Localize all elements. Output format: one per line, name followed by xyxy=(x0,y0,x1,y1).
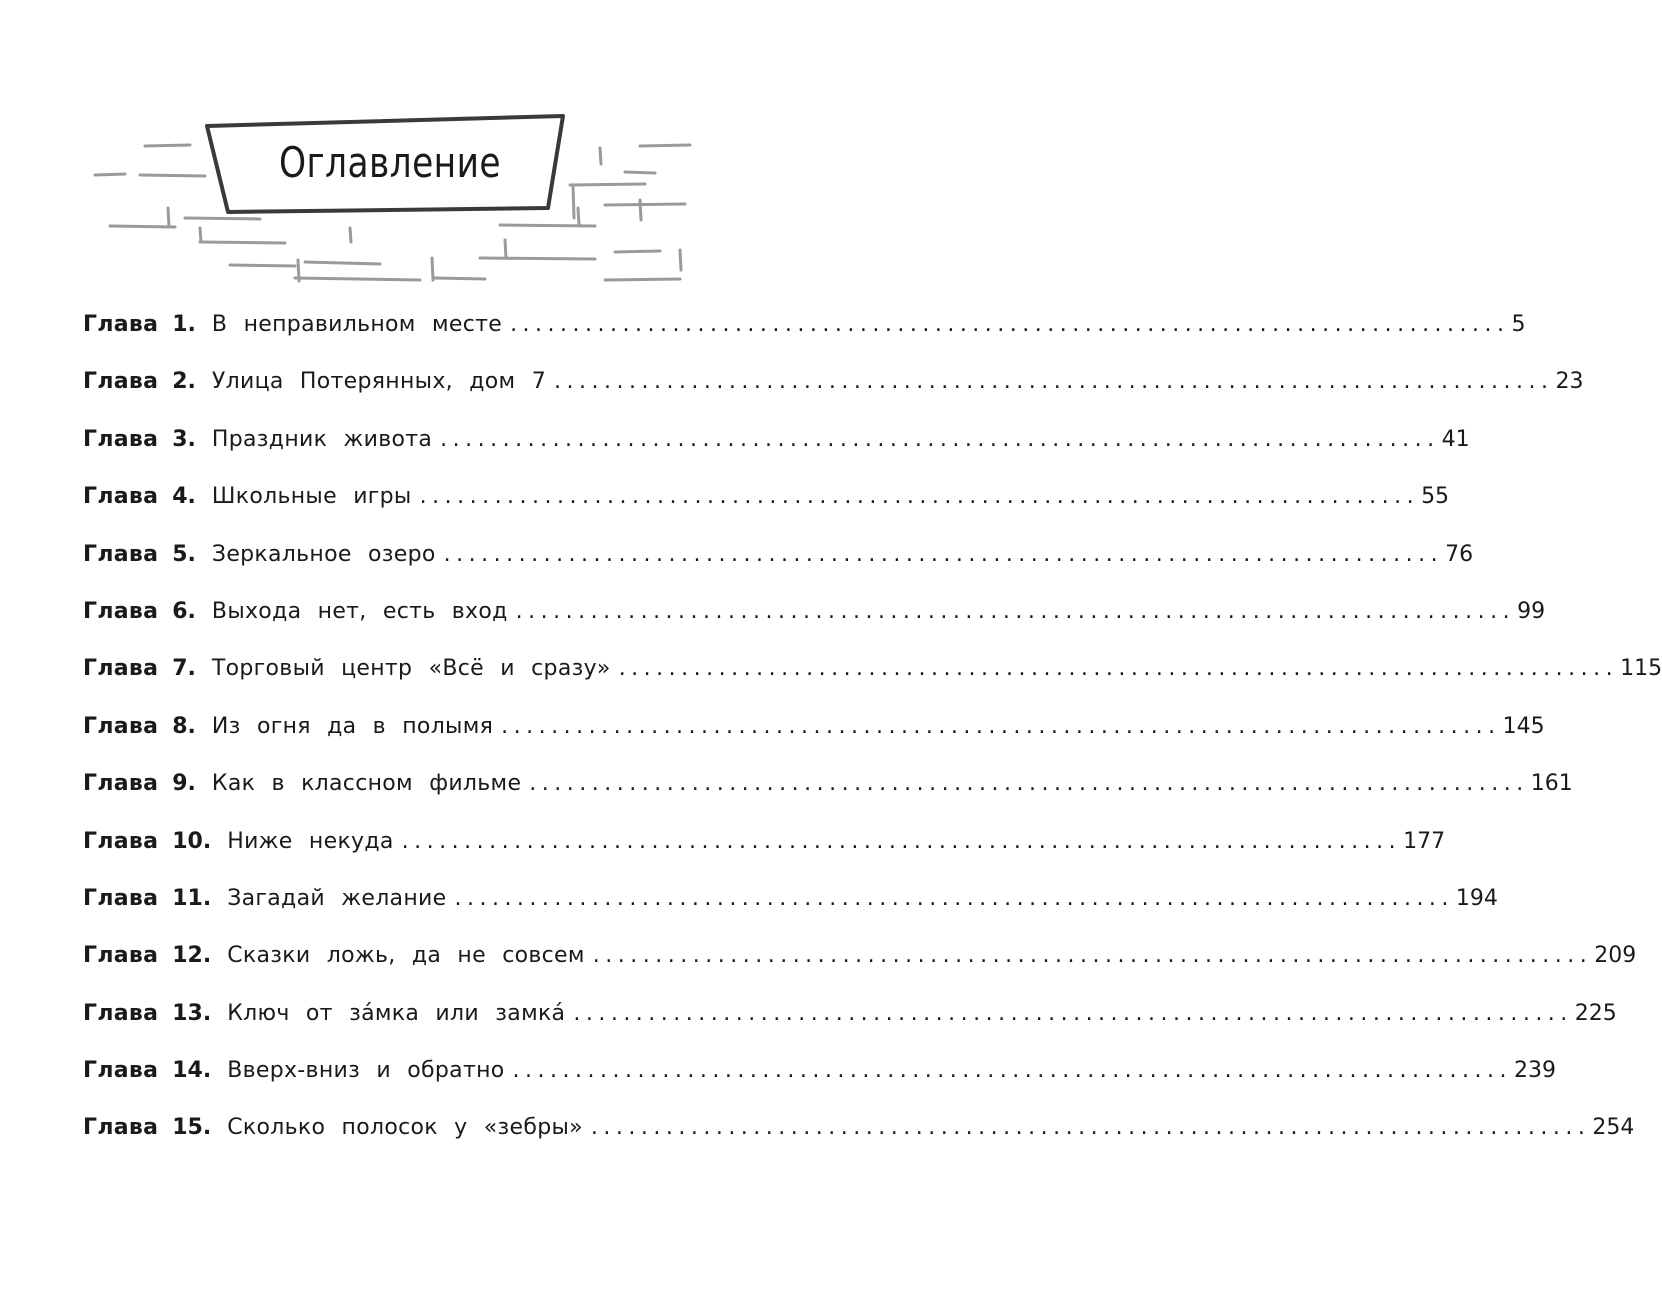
page-number: 194 xyxy=(1455,885,1498,911)
page-number: 177 xyxy=(1403,828,1446,854)
page-number: 115 xyxy=(1620,656,1662,682)
chapter-title: Выхода нет, есть вход xyxy=(211,598,508,624)
chapter-label: Глава xyxy=(83,598,159,624)
chapter-number: 10. xyxy=(172,828,212,854)
page-title: Оглавление xyxy=(278,138,502,187)
chapter-number: 12. xyxy=(172,943,212,969)
page-number: 254 xyxy=(1592,1115,1635,1141)
toc-row xyxy=(83,484,1450,541)
dot-leader: ................................................................................ xyxy=(510,312,1510,337)
chapter-title: Праздник живота xyxy=(211,426,433,452)
chapter-title: Ключ от за́мка или замка́ xyxy=(227,1000,566,1026)
chapter-title: Торговый центр «Всё и сразу» xyxy=(211,656,611,682)
chapter-number: 8. xyxy=(172,713,196,739)
chapter-number: 5. xyxy=(172,541,196,567)
chapter-title: Сколько полосок у «зебры» xyxy=(227,1115,583,1141)
chapter-label: Глава xyxy=(83,943,159,969)
dot-leader: ................................................................................ xyxy=(573,1000,1573,1026)
dot-leader: ................................................................................ xyxy=(443,541,1444,567)
page-number: 209 xyxy=(1594,943,1637,969)
page-number: 99 xyxy=(1517,598,1546,624)
chapter-label: Глава xyxy=(83,1000,159,1026)
chapter-title: Сказки ложь, да не совсем xyxy=(227,943,585,969)
chapter-label: Глава xyxy=(83,312,159,337)
chapter-number: 15. xyxy=(172,1115,212,1141)
chapter-label: Глава xyxy=(83,1058,159,1084)
chapter-number: 9. xyxy=(172,771,196,797)
dot-leader: ................................................................................ xyxy=(554,369,1554,395)
toc-row xyxy=(83,943,1637,1000)
chapter-label: Глава xyxy=(83,656,159,682)
chapter-number: 11. xyxy=(172,885,212,911)
chapter-label: Глава xyxy=(83,426,159,452)
chapter-label: Глава xyxy=(83,771,159,797)
toc-row xyxy=(83,1058,1556,1115)
page-number: 23 xyxy=(1555,369,1584,395)
toc-row xyxy=(83,656,1662,713)
chapter-title: Как в классном фильме xyxy=(211,771,522,797)
table-of-contents xyxy=(83,312,1662,1173)
chapter-label: Глава xyxy=(83,713,159,739)
page-number: 5 xyxy=(1511,312,1526,337)
page-number: 55 xyxy=(1421,484,1450,510)
chapter-title: Зеркальное озеро xyxy=(211,541,436,567)
dot-leader: ................................................................................ xyxy=(515,598,1516,624)
chapter-title: Загадай желание xyxy=(227,885,447,911)
chapter-number: 14. xyxy=(172,1058,212,1084)
dot-leader: ................................................................................ xyxy=(419,484,1420,510)
chapter-title: Ниже некуда xyxy=(227,828,394,854)
dot-leader: ................................................................................ xyxy=(592,943,1593,969)
chapter-number: 2. xyxy=(172,369,196,395)
chapter-title: Улица Потерянных, дом 7 xyxy=(211,369,546,395)
page-number: 41 xyxy=(1441,426,1470,452)
chapter-label: Глава xyxy=(83,828,159,854)
dot-leader: ................................................................................ xyxy=(401,828,1402,854)
toc-row xyxy=(83,426,1470,484)
toc-row xyxy=(83,713,1545,771)
toc-row xyxy=(83,598,1546,656)
toc-row xyxy=(83,1000,1617,1058)
chapter-label: Глава xyxy=(83,1115,159,1141)
title-banner-illustration xyxy=(80,100,720,300)
page-number: 161 xyxy=(1530,771,1573,797)
dot-leader: ................................................................................ xyxy=(529,771,1529,797)
chapter-number: 4. xyxy=(172,484,196,510)
page-number: 239 xyxy=(1513,1058,1556,1084)
page-number: 76 xyxy=(1445,541,1474,567)
chapter-title: Из огня да в полымя xyxy=(211,713,494,739)
chapter-label: Глава xyxy=(83,885,159,911)
toc-row xyxy=(83,369,1584,426)
dot-leader: ................................................................................ xyxy=(618,656,1619,682)
chapter-title: Вверх-вниз и обратно xyxy=(227,1058,505,1084)
chapter-title: Школьные игры xyxy=(211,484,412,510)
chapter-label: Глава xyxy=(83,541,159,567)
toc-row xyxy=(83,828,1446,886)
page-number: 225 xyxy=(1574,1000,1617,1026)
toc-row xyxy=(83,541,1474,599)
chapter-number: 3. xyxy=(172,426,196,452)
dot-leader: ................................................................................ xyxy=(440,426,1440,452)
toc-row xyxy=(83,312,1526,369)
chapter-number: 7. xyxy=(172,656,196,682)
toc-row xyxy=(83,771,1573,828)
dot-leader: ................................................................................ xyxy=(501,713,1501,739)
chapter-number: 6. xyxy=(172,598,196,624)
chapter-number: 13. xyxy=(172,1000,212,1026)
toc-row xyxy=(83,885,1498,943)
chapter-title: В неправильном месте xyxy=(211,312,503,337)
dot-leader: ................................................................................ xyxy=(454,885,1454,911)
dot-leader: ................................................................................ xyxy=(590,1115,1591,1141)
dot-leader: ................................................................................ xyxy=(512,1058,1512,1084)
chapter-label: Глава xyxy=(83,369,159,395)
toc-row xyxy=(83,1115,1635,1172)
page-number: 145 xyxy=(1502,713,1545,739)
chapter-label: Глава xyxy=(83,484,159,510)
chapter-number: 1. xyxy=(172,312,196,337)
